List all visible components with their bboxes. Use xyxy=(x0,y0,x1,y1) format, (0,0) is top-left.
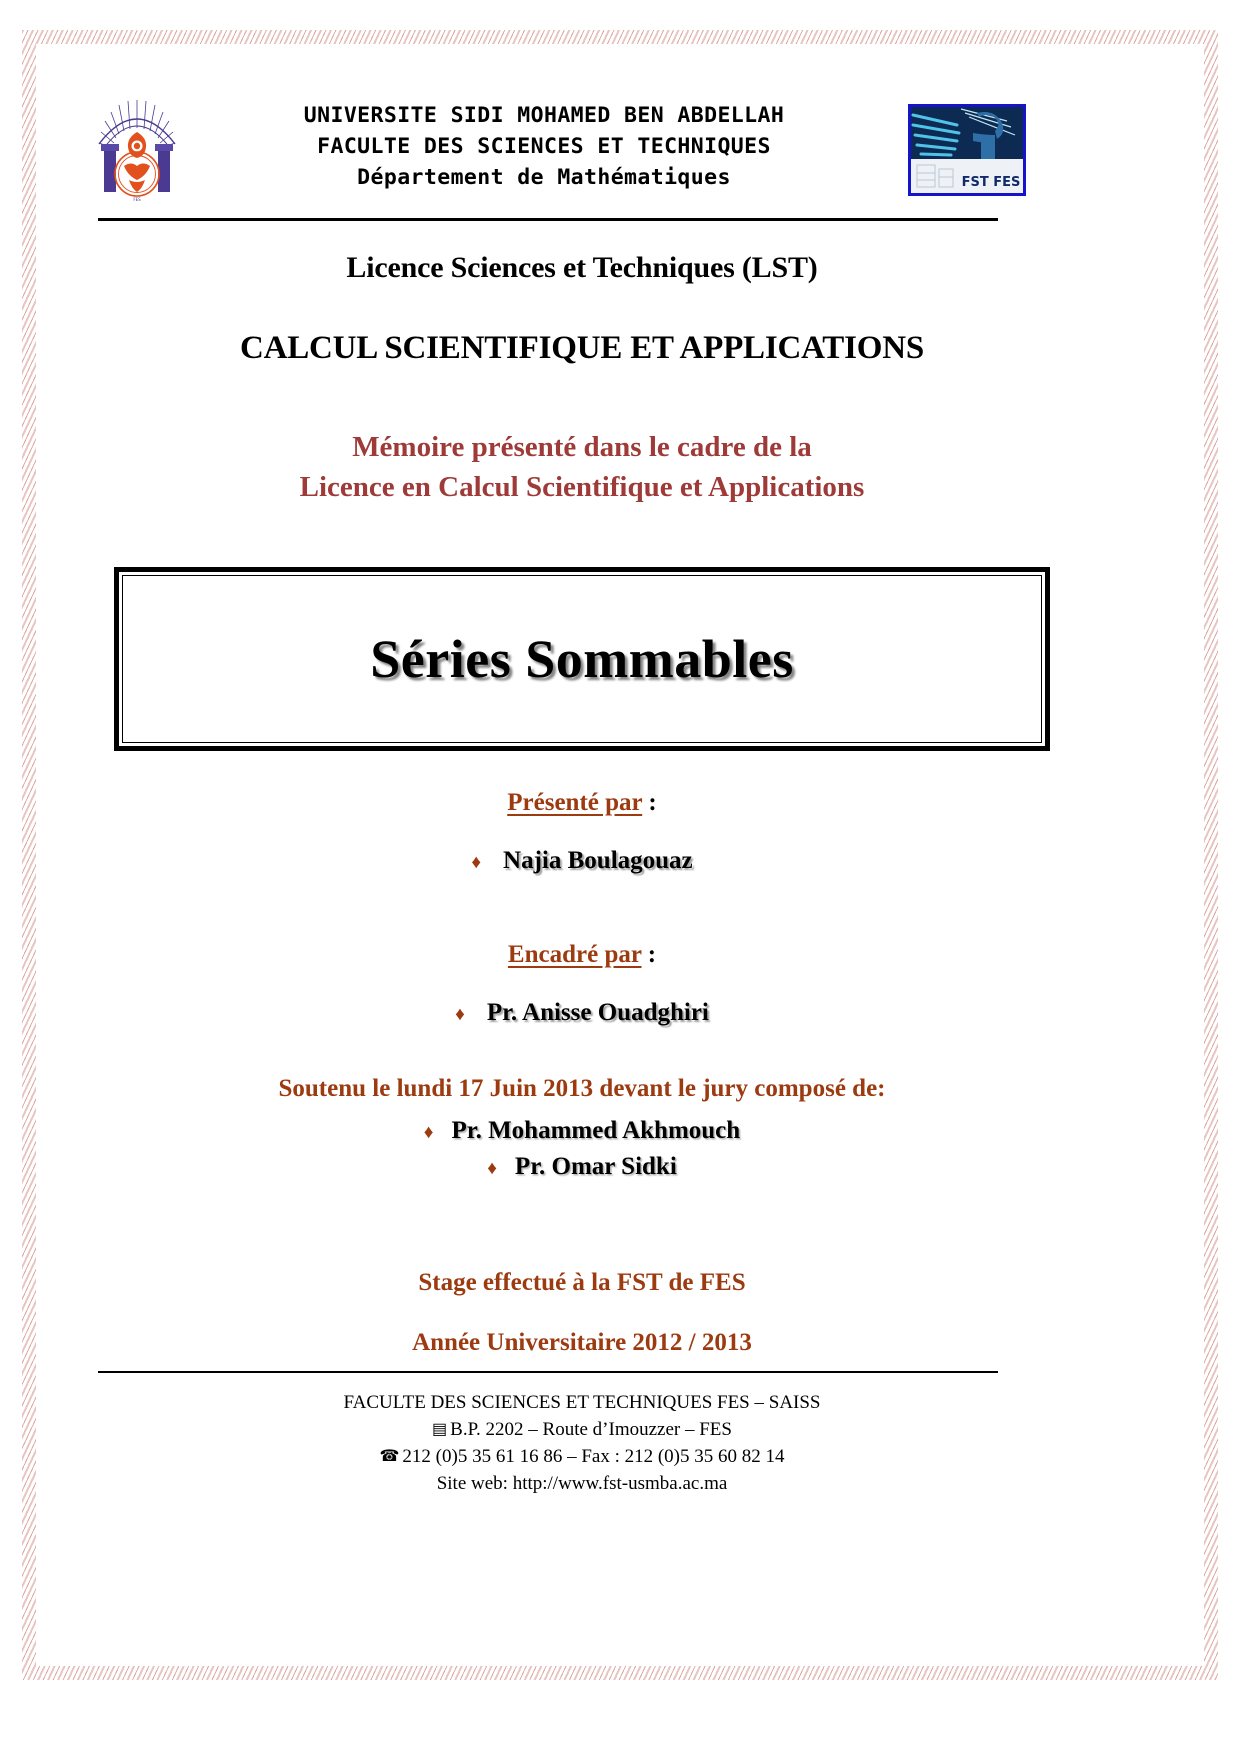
defense-jury-line: Soutenu le lundi 17 Juin 2013 devant le jury composé de: xyxy=(278,1075,886,1102)
institution-titles xyxy=(180,92,908,193)
jury-member-name: Pr. Mohammed Akhmouch xyxy=(451,1117,741,1144)
university-name: UNIVERSITE SIDI MOHAMED BEN ABDELLAH xyxy=(303,103,785,128)
presented-by-colon: : xyxy=(642,789,657,816)
supervised-by-label xyxy=(94,941,1070,969)
phone-icon: ☎ xyxy=(379,1448,400,1465)
fax-icon: ▤ xyxy=(432,1421,448,1438)
document-header xyxy=(94,92,1070,214)
page-title: CALCUL SCIENTIFIQUE ET APPLICATIONS xyxy=(239,330,925,366)
diamond-bullet-icon: ♦ xyxy=(423,1122,434,1143)
footer-address-text: B.P. 2202 – Route d’Imouzzer – FES xyxy=(450,1419,732,1440)
footer-divider xyxy=(98,1371,998,1373)
supervised-by-colon: : xyxy=(641,941,657,968)
diamond-bullet-icon: ♦ xyxy=(471,852,482,873)
list-item xyxy=(94,1113,1070,1149)
memoire-line-2: Licence en Calcul Scientifique et Applications xyxy=(299,471,865,503)
usmba-university-crest-icon xyxy=(94,92,180,208)
supervisor-name: Pr. Anisse Ouadghiri xyxy=(486,999,709,1026)
footer-contact-block xyxy=(94,1389,1070,1497)
fst-fes-logo-icon xyxy=(908,104,1026,196)
footer-phone-text: 212 (0)5 35 61 16 86 – Fax : 212 (0)5 35 60 82 14 xyxy=(402,1446,785,1467)
document-title-box-inner xyxy=(122,575,1042,743)
presenter-name: Najia Boulagouaz xyxy=(503,847,693,874)
svg-text:FES: FES xyxy=(133,197,141,202)
header-divider xyxy=(98,218,998,221)
svg-text:FST FES: FST FES xyxy=(961,175,1021,190)
presenter-row xyxy=(94,847,1070,875)
list-item xyxy=(94,1149,1070,1185)
memoire-line-1: Mémoire présenté dans le cadre de la xyxy=(352,431,812,463)
footer-website-line: Site web: http://www.fst-usmba.ac.ma xyxy=(436,1473,728,1494)
diamond-bullet-icon: ♦ xyxy=(487,1158,497,1179)
footer-faculty-line: FACULTE DES SCIENCES ET TECHNIQUES FES – SAISS xyxy=(343,1392,821,1413)
internship-location: Stage effectué à la FST de FES xyxy=(418,1269,746,1296)
program-title: Licence Sciences et Techniques (LST) xyxy=(346,251,818,284)
document-title: Séries Sommables xyxy=(370,629,794,689)
supervised-by-label-text: Encadré par xyxy=(507,941,642,968)
academic-year: Année Universitaire 2012 / 2013 xyxy=(412,1329,752,1356)
footer-phone-line xyxy=(94,1443,1070,1470)
footer-address-line xyxy=(94,1416,1070,1443)
faculty-name: FACULTE DES SCIENCES ET TECHNIQUES xyxy=(317,134,771,159)
document-content xyxy=(94,92,1070,1497)
department-name: Département de Mathématiques xyxy=(357,165,731,190)
document-title-box xyxy=(114,567,1050,751)
supervisor-row xyxy=(94,999,1070,1027)
page-canvas xyxy=(36,44,1204,1666)
presented-by-label-text: Présenté par xyxy=(507,789,643,816)
jury-member-name: Pr. Omar Sidki xyxy=(514,1153,677,1180)
diamond-bullet-icon: ♦ xyxy=(455,1004,465,1025)
presented-by-label xyxy=(94,789,1070,817)
jury-member-list xyxy=(94,1113,1070,1185)
memoire-statement xyxy=(94,427,1070,507)
